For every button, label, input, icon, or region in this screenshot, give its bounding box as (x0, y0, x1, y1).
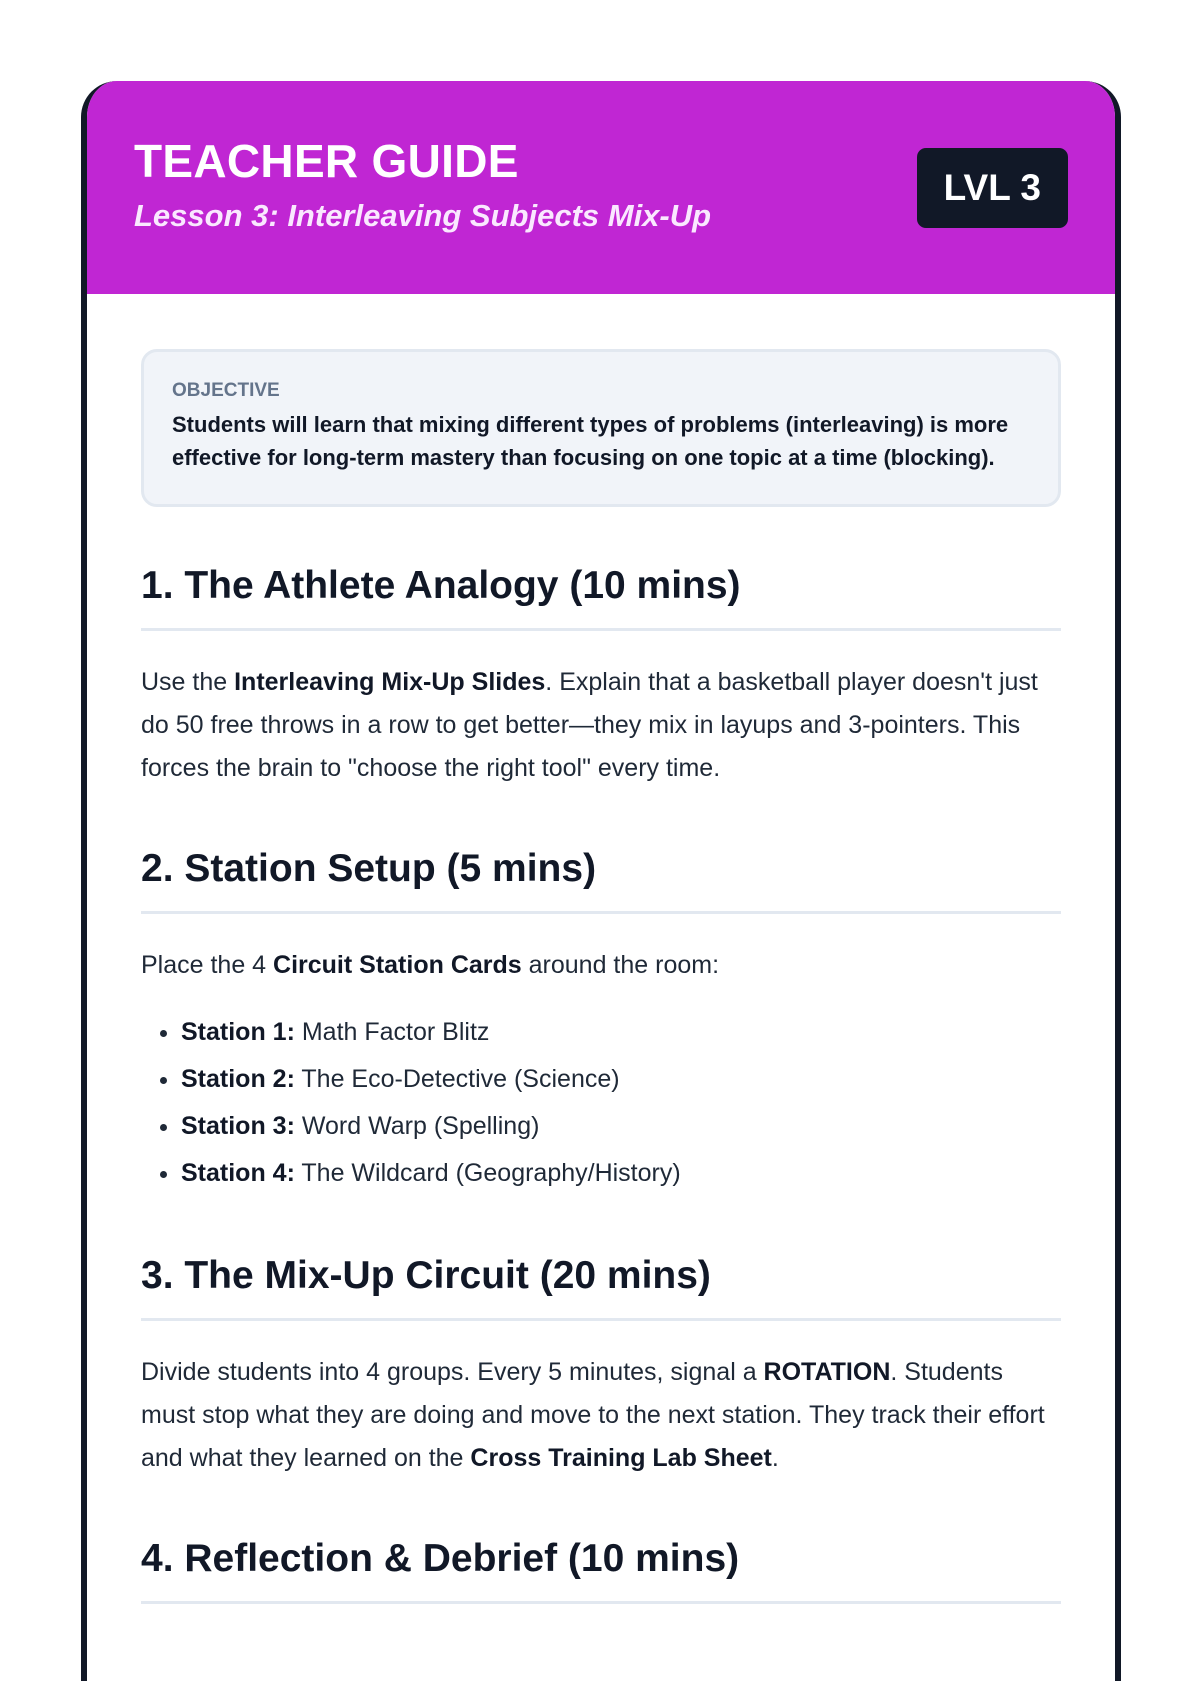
section-body-station-setup (141, 944, 1061, 987)
text-run: . Students must stop what they are doing and move to the next station. They track their effort and what they learned on the (141, 1357, 1045, 1472)
level-badge: LVL 3 (917, 148, 1068, 228)
rotation-term: ROTATION (763, 1357, 891, 1386)
lesson-subtitle: Lesson 3: Interleaving Subjects Mix-Up (134, 198, 712, 233)
slides-reference: Interleaving Mix-Up Slides (234, 667, 546, 696)
section-heading-athlete-analogy: 1. The Athlete Analogy (10 mins) (141, 565, 1061, 631)
text-run: Place the 4 (141, 950, 274, 979)
guide-content (87, 294, 1115, 1604)
text-run: Use the (141, 667, 235, 696)
text-run: . (771, 1443, 779, 1472)
text-run: around the room: (521, 950, 720, 979)
list-item (181, 1150, 1061, 1197)
text-run: Divide students into 4 groups. Every 5 minutes, signal a (141, 1357, 764, 1386)
station-name: Math Factor Blitz (294, 1017, 490, 1046)
station-label: Station 4: (181, 1158, 295, 1187)
lab-sheet-reference: Cross Training Lab Sheet (470, 1443, 772, 1472)
section-body-mix-up-circuit (141, 1351, 1061, 1480)
guide-header (81, 81, 1121, 294)
station-name: The Wildcard (Geography/History) (294, 1158, 681, 1187)
station-cards-reference: Circuit Station Cards (273, 950, 522, 979)
station-label: Station 2: (181, 1064, 295, 1093)
station-label: Station 3: (181, 1111, 295, 1140)
station-name: Word Warp (Spelling) (294, 1111, 540, 1140)
objective-box (141, 349, 1061, 507)
section-body-athlete-analogy (141, 661, 1061, 790)
objective-text: Students will learn that mixing different types of problems (interleaving) is more effective for long-term mastery than focusing on one topic at a time (blocking). (172, 412, 1009, 470)
guide-title: TEACHER GUIDE (134, 135, 519, 187)
section-heading-station-setup: 2. Station Setup (5 mins) (141, 848, 1061, 914)
teacher-guide-card (81, 81, 1121, 1681)
list-item (181, 1056, 1061, 1103)
section-heading-mix-up-circuit: 3. The Mix-Up Circuit (20 mins) (141, 1255, 1061, 1321)
list-item (181, 1103, 1061, 1150)
text-run: . Explain that a basketball player doesn't just do 50 free throws in a row to get better—they mix in layups and 3-pointers. This forces the brain to "choose the right tool" every time. (141, 667, 1038, 782)
section-heading-reflection-debrief: 4. Reflection & Debrief (10 mins) (141, 1538, 1061, 1604)
station-label: Station 1: (181, 1017, 295, 1046)
station-name: The Eco-Detective (Science) (294, 1064, 620, 1093)
station-list (141, 1009, 1061, 1197)
list-item (181, 1009, 1061, 1056)
objective-label: OBJECTIVE (172, 380, 280, 401)
